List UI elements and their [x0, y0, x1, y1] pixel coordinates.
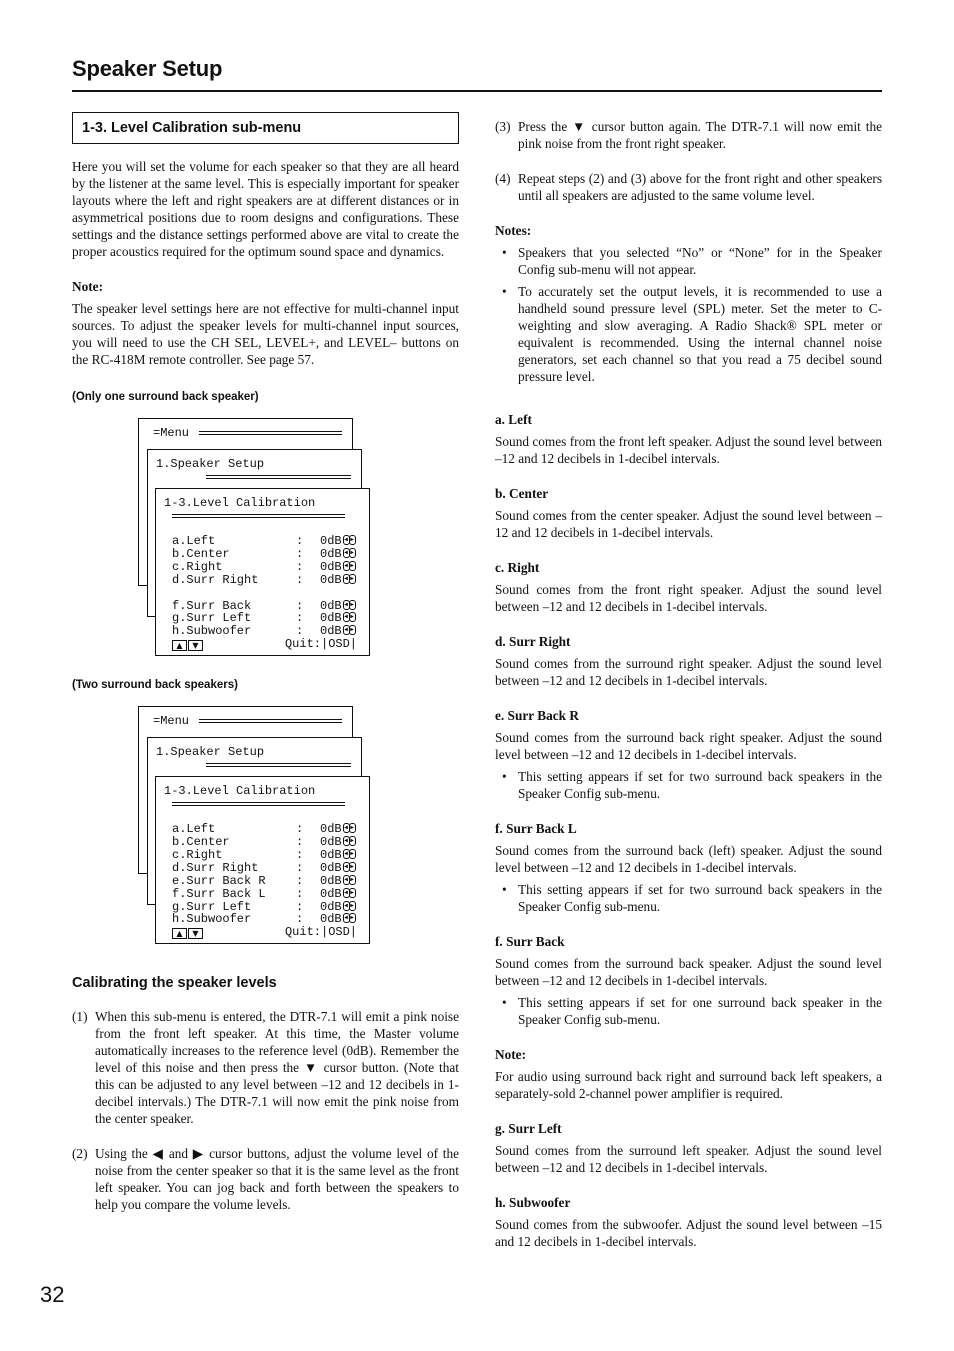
item-heading-left: a. Left — [495, 412, 532, 427]
section-title: 1-3. Level Calibration sub-menu — [72, 112, 459, 144]
adjust-arrows-icon: ◀ ▶ — [344, 850, 354, 857]
osd-row: h.Subwoofer : 0dB ◀ ▶ — [172, 625, 357, 638]
item-bullet: • This setting appears if set for one surround back speaker in the Speaker Config sub-menu. — [502, 995, 882, 1027]
adjust-arrows-icon: ◀ ▶ — [344, 824, 354, 831]
adjust-arrows-icon: ◀ ▶ — [344, 613, 354, 620]
diagram-caption-one: (Only one surround back speaker) — [72, 391, 259, 403]
osd-submenu-label: 1.Speaker Setup — [156, 457, 265, 471]
osd-row: g.Surr Left : 0dB ◀ ▶ — [172, 901, 357, 914]
notes-item: • Speakers that you selected “No” or “None” for in the Speaker Config sub-menu will not appear. — [502, 245, 882, 277]
item-body: Sound comes from the front right speaker. Adjust the sound level between –12 and 12 decibels in 1-decibel intervals. — [495, 582, 882, 614]
note-heading: Note: — [72, 279, 104, 294]
adjust-arrows-icon: ◀ ▶ — [344, 889, 354, 896]
item-heading-right: c. Right — [495, 560, 540, 575]
osd-row: d.Surr Right : 0dB ◀ ▶ — [172, 862, 357, 875]
osd-nav-row — [172, 926, 204, 939]
adjust-arrows-icon: ◀ ▶ — [344, 876, 354, 883]
item-body: Sound comes from the surround back speaker. Adjust the sound level between –12 and 12 decibels in 1-decibel intervals. — [495, 956, 882, 988]
adjust-arrows-icon: ◀ ▶ — [344, 837, 354, 844]
step-1: (1) When this sub-menu is entered, the DTR-7.1 will emit a pink noise from the front left speaker. At this time, the Master volume automatically increases to the reference level (0dB). Remember the level of this noise and then press the ▼ cursor button. (Note that this can be adjusted to any level between –12 and 12 decibels in 1-decibel intervals.) The DTR-7.1 will now emit the pink noise from the center speaker. — [72, 1009, 459, 1126]
osd-row: c.Right : 0dB ◀ ▶ — [172, 849, 357, 862]
notes-item: • To accurately set the output levels, it is recommended to use a handheld sound pressure level (SPL) meter. Set the meter to C-weighting and slow averaging. A Radio Shack® SPL meter or equivalent is recommended. Using the internal channel noise generators, set each channel so that you read a 75 decibel sound pressure level. — [502, 284, 882, 384]
calibrating-heading: Calibrating the speaker levels — [72, 975, 277, 991]
osd-level-calibration-screen — [155, 776, 370, 944]
osd-diagram-two — [72, 696, 459, 948]
step-2: (2) Using the ◀ and ▶ cursor buttons, adjust the volume level of the noise from the center speaker so that it is the same level as the front left speaker. You can jog back and forth between the speakers to help you compare the volume levels. — [72, 1146, 459, 1212]
osd-row: g.Surr Left : 0dB ◀ ▶ — [172, 612, 357, 625]
step-4: (4) Repeat steps (2) and (3) above for the front right and other speakers until all speakers are adjusted to the same volume level. — [495, 171, 882, 203]
page-number: 32 — [40, 1282, 65, 1307]
osd-row: c.Right : 0dB ◀ ▶ — [172, 561, 357, 574]
item-bullet: • This setting appears if set for two surround back speakers in the Speaker Config sub-menu. — [502, 882, 882, 914]
down-arrow-icon: ▼ — [188, 640, 203, 651]
note-heading: Note: — [495, 1047, 527, 1062]
osd-row: f.Surr Back : 0dB ◀ ▶ — [172, 600, 357, 613]
item-heading-surr-back-l: f. Surr Back L — [495, 821, 577, 836]
step-3: (3) Press the ▼ cursor button again. The DTR-7.1 will now emit the pink noise from the front right speaker. — [495, 119, 882, 151]
item-body: Sound comes from the center speaker. Adjust the sound level between –12 and 12 decibels in 1-decibel intervals. — [495, 508, 882, 540]
osd-row: f.Surr Back L : 0dB ◀ ▶ — [172, 888, 357, 901]
osd-row: h.Subwoofer : 0dB ◀ ▶ — [172, 913, 357, 926]
item-body: Sound comes from the surround left speaker. Adjust the sound level between –12 and 12 decibels in 1-decibel intervals. — [495, 1143, 882, 1175]
title-rule — [72, 90, 882, 92]
right-column — [495, 118, 882, 1250]
up-arrow-icon: ▲ — [172, 928, 187, 939]
adjust-arrows-icon: ◀ ▶ — [344, 626, 354, 633]
item-body: Sound comes from the front left speaker. Adjust the sound level between –12 and 12 decibels in 1-decibel intervals. — [495, 434, 882, 466]
osd-diagram-one — [72, 408, 459, 660]
page-title: Speaker Setup — [72, 56, 223, 81]
note-body: For audio using surround back right and surround back left speakers, a separately-sold 2-channel power amplifier is required. — [495, 1069, 882, 1101]
note-body: The speaker level settings here are not effective for multi-channel input sources. To adjust the speaker levels for multi-channel input sources, you will need to use the CH SEL, LEVEL+, and LEVEL– buttons on the RC-418M remote controller. See page 57. — [72, 301, 459, 367]
diagram-caption-two: (Two surround back speakers) — [72, 679, 238, 691]
osd-menu-layer: =Menu — [138, 418, 353, 586]
adjust-arrows-icon: ◀ ▶ — [344, 536, 354, 543]
osd-quit-hint: Quit:|OSD| — [284, 637, 357, 651]
adjust-arrows-icon: ◀ ▶ — [344, 902, 354, 909]
item-body: Sound comes from the subwoofer. Adjust the sound level between –15 and 12 decibels in 1-decibel intervals. — [495, 1217, 882, 1249]
item-body: Sound comes from the surround back (left) speaker. Adjust the sound level between –12 and 12 decibels in 1-decibel intervals. — [495, 843, 882, 875]
osd-menu-layer: =Menu — [138, 706, 353, 874]
osd-nav-row — [172, 638, 204, 651]
osd-menu-label: Menu — [160, 426, 190, 440]
osd-level-calibration-screen — [155, 488, 370, 656]
item-heading-surr-left: g. Surr Left — [495, 1121, 562, 1136]
item-bullet: • This setting appears if set for two surround back speakers in the Speaker Config sub-menu. — [502, 769, 882, 801]
osd-screen-title: 1-3.Level Calibration — [164, 496, 316, 510]
adjust-arrows-icon: ◀ ▶ — [344, 575, 354, 582]
notes-heading: Notes: — [495, 223, 532, 238]
osd-row: e.Surr Back R : 0dB ◀ ▶ — [172, 875, 357, 888]
item-body: Sound comes from the surround back right speaker. Adjust the sound level between –12 and 12 decibels in 1-decibel intervals. — [495, 730, 882, 762]
item-body: Sound comes from the surround right speaker. Adjust the sound level between –12 and 12 decibels in 1-decibel intervals. — [495, 656, 882, 688]
item-heading-surr-right: d. Surr Right — [495, 634, 571, 649]
osd-row: b.Center : 0dB ◀ ▶ — [172, 836, 357, 849]
adjust-arrows-icon: ◀ ▶ — [344, 549, 354, 556]
osd-menu-label: Menu — [160, 714, 190, 728]
adjust-arrows-icon: ◀ ▶ — [344, 914, 354, 921]
item-heading-center: b. Center — [495, 486, 549, 501]
osd-screen-title: 1-3.Level Calibration — [164, 784, 316, 798]
up-arrow-icon: ▲ — [172, 640, 187, 651]
adjust-arrows-icon: ◀ ▶ — [344, 562, 354, 569]
left-column — [72, 112, 459, 1213]
osd-submenu-label: 1.Speaker Setup — [156, 745, 265, 759]
osd-row: a.Left : 0dB ◀ ▶ — [172, 823, 357, 836]
down-arrow-icon: ▼ — [188, 928, 203, 939]
item-heading-surr-back: f. Surr Back — [495, 934, 565, 949]
item-heading-surr-back-r: e. Surr Back R — [495, 708, 579, 723]
item-heading-subwoofer: h. Subwoofer — [495, 1195, 571, 1210]
intro-paragraph: Here you will set the volume for each speaker so that they are all heard by the listener at the same level. This is especially important for speaker layouts where the left and right speakers are at different distances or in asymmetrical positions due to room designs and configurations. These settings and the distance settings performed above are vital to create the proper acoustics required for the optimum sound space and dynamics. — [72, 159, 459, 259]
osd-row: b.Center : 0dB ◀ ▶ — [172, 548, 357, 561]
adjust-arrows-icon: ◀ ▶ — [344, 601, 354, 608]
adjust-arrows-icon: ◀ ▶ — [344, 863, 354, 870]
osd-quit-hint: Quit:|OSD| — [284, 925, 357, 939]
osd-row: a.Left : 0dB ◀ ▶ — [172, 535, 357, 548]
osd-row: d.Surr Right : 0dB ◀ ▶ — [172, 574, 357, 587]
